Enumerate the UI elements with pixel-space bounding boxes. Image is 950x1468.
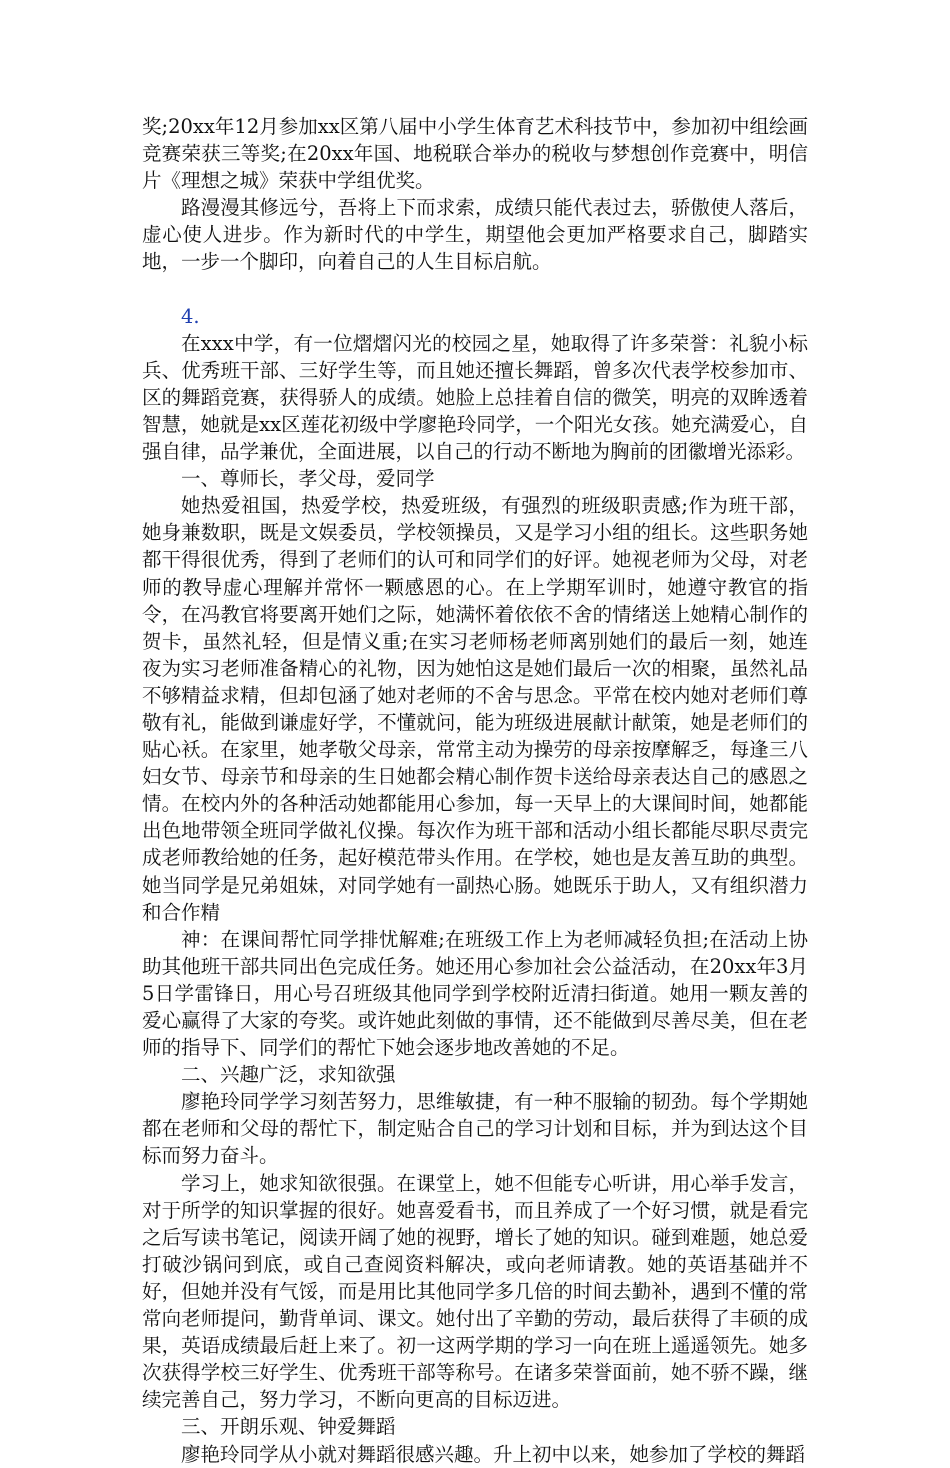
paragraph-conclusion: 路漫漫其修远兮，吾将上下而求索，成绩只能代表过去，骄傲使人落后，虚心使人进步。作为新时代的中学生，期望他会更加严格要求自己，脚踏实地，一步一个脚印，向着自己的人生目标启航。: [142, 196, 808, 274]
paragraph-helping-classmates: 神：在课间帮忙同学排忧解难;在班级工作上为老师减轻负担;在活动上协助其他班干部共同出色完成任务。她还用心参加社会公益活动，在20xx年3月5日学雷锋日，用心号召班级其他同学到学校附近清扫街道。她用一颗友善的爱心赢得了大家的夸奖。或许她此刻做的事情，还不能做到尽善尽美，但在老师的指导下、同学们的帮忙下她会逐步地改善她的不足。: [142, 927, 808, 1060]
paragraph-respect-teachers: 她热爱祖国，热爱学校，热爱班级，有强烈的班级职责感;作为班干部，她身兼数职，既是文娱委员，学校领操员，又是学习小组的组长。这些职务她都干得很优秀，得到了老师们的认可和同学们的好评。她视老师为父母，对老师的教导虚心理解并常怀一颗感恩的心。在上学期军训时，她遵守教官的指令，在冯教官将要离开她们之际，她满怀着依依不舍的情绪送上她精心制作的贺卡，虽然礼轻，但是情义重;在实习老师杨老师离别她们的最后一刻，她连夜为实习老师准备精心的礼物，因为她怕这是她们最后一次的相聚，虽然礼品不够精益求精，但却包涵了她对老师的不舍与思念。平常在校内她对老师们尊敬有礼，能做到谦虚好学，不懂就问，能为班级进展献计献策，她是老师们的贴心袄。在家里，她孝敬父母亲，常常主动为操劳的母亲按摩解乏，每逢三八妇女节、母亲节和母亲的生日她都会精心制作贺卡送给母亲表达自己的感恩之情。在校内外的各种活动她都能用心参加，每一天早上的大课间时间，她都能出色地带领全班同学做礼仪操。每次作为班干部和活动小组长都能尽职尽责完成老师教给她的任务，起好模范带头作用。在学校，她也是友善互助的典型。她当同学是兄弟姐妹，对同学她有一副热心肠。她既乐于助人，又有组织潜力和合作精: [142, 494, 808, 924]
section-heading-2: 二、兴趣广泛，求知欲强: [181, 1063, 396, 1087]
paragraph-introduction: 在xxx中学，有一位熠熠闪光的校园之星，她取得了许多荣誉：礼貌小标兵、优秀班干部、三好学生等，而且她还擅长舞蹈，曾多次代表学校参加市、区的舞蹈竞赛，获得骄人的成绩。她脸上总挂着自信的微笑，明亮的双眸透着智慧，她就是xx区莲花初级中学廖艳玲同学，一个阳光女孩。她充满爱心，自强自律，品学兼优，全面进展，以自己的行动不断地为胸前的团徽增光添彩。: [142, 331, 808, 464]
paragraph-learning: 学习上，她求知欲很强。在课堂上，她不但能专心听讲，用心举手发言，对于所学的知识掌握的很好。她喜爱看书，而且养成了一个好习惯，就是看完之后写读书笔记，阅读开阔了她的视野，增长了她的知识。碰到难题，她总爱打破沙锅问到底，或自己查阅资料解决，或向老师请教。她的英语基础并不好，但她并没有气馁，而是用比其他同学多几倍的时间去勤补，遇到不懂的常常向老师提问，勤背单词、课文。她付出了辛勤的劳动，最后获得了丰硕的成果，英语成绩最后赶上来了。初一这两学期的学习一向在班上遥遥领先。她多次获得学校三好学生、优秀班干部等称号。在诸多荣誉面前，她不骄不躁，继续完善自己，努力学习，不断向更高的目标迈进。: [142, 1171, 808, 1412]
paragraph-dance: 廖艳玲同学从小就对舞蹈很感兴趣。升上初中以来，她参加了学校的舞蹈: [181, 1442, 806, 1466]
document-body: [142, 113, 808, 1468]
paragraph-spacer: [142, 276, 808, 303]
section-heading-1: 一、尊师长，孝父母，爱同学: [181, 467, 435, 491]
section-heading-3: 三、开朗乐观、钟爱舞蹈: [181, 1415, 396, 1439]
section-number: 4.: [181, 304, 200, 328]
paragraph-study-effort: 廖艳玲同学学习刻苦努力，思维敏捷，有一种不服输的韧劲。每个学期她都在老师和父母的帮忙下，制定贴合自己的学习计划和目标，并为到达这个目标而努力奋斗。: [142, 1090, 808, 1168]
paragraph-award-continuation: 奖;20xx年12月参加xx区第八届中小学生体育艺术科技节中，参加初中组绘画竞赛荣获三等奖;在20xx年国、地税联合举办的税收与梦想创作竞赛中，明信片《理想之城》荣获中学组优奖。: [142, 115, 808, 193]
